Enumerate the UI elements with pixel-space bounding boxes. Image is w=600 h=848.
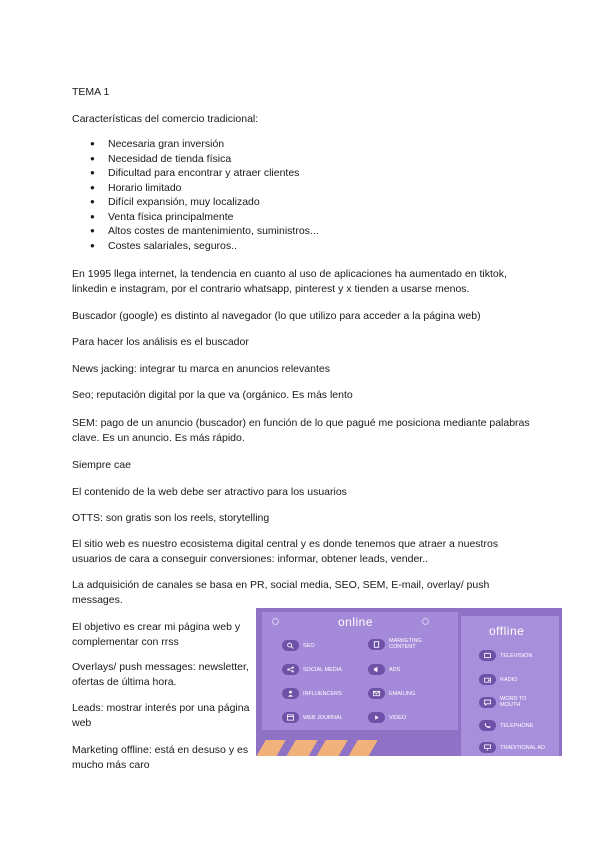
paragraph-contenido: El contenido de la web debe ser atractivo para los usuarios (72, 486, 347, 498)
decor-stripe (314, 740, 348, 756)
marketing-content-tag: MARKETING CONTENT (368, 638, 437, 650)
paragraph-internet: En 1995 llega internet, la tendencia en cuanto al uso de aplicaciones ha aumentado en tiktok, linkedin e instagram, por el contrario whatsapp, pinterest y x tienden a usarse menos. (72, 268, 507, 295)
heading: TEMA 1 (72, 86, 110, 98)
online-title: online (338, 615, 374, 629)
paragraph-objetivo: El objetivo es crear mi página web y complementar con rrss (72, 621, 241, 648)
phone-icon (479, 720, 496, 731)
paragraph-otts: OTTS: son gratis son los reels, storytelling (72, 512, 270, 524)
web-journal-tag: WEB JOURNAL (282, 712, 343, 723)
play-icon (368, 712, 385, 723)
megaphone-icon (368, 664, 385, 675)
tv-icon (479, 650, 496, 661)
decor-dot (422, 618, 429, 625)
envelope-icon (368, 688, 385, 699)
search-icon (282, 640, 299, 651)
list-item: ● Necesaria gran inversión (90, 137, 319, 152)
paragraph-sitio: El sitio web es nuestro ecosistema digital central y es donde tenemos que atraer a nuestros usuarios de cara a conseguir conversiones: informar, obtener leads, vender.. (72, 538, 499, 565)
paragraph-overlays: Overlays/ push messages: newsletter, ofertas de última hora. (72, 661, 249, 688)
list-item: ● Horario limitado (90, 181, 319, 196)
seo-tag: SEO (282, 640, 315, 651)
billboard-icon (479, 742, 496, 753)
paragraph-seo: Seo; reputación digital por la que va (orgánico. Es más lento (72, 389, 353, 401)
decor-stripe (256, 740, 286, 756)
traditional-ad-tag: TRADITIONAL AD (479, 742, 545, 753)
offline-panel (461, 616, 559, 756)
paragraph-leads: Leads: mostrar interés por una página web (72, 702, 250, 729)
paragraph-adquisicion: La adquisición de canales se basa en PR, social media, SEO, SEM, E-mail, overlay/ push messages. (72, 579, 490, 606)
browser-icon (282, 712, 299, 723)
social-media-tag: SOCIAL MEDIA (282, 664, 342, 675)
word-to-mouth-tag: WORD TO MOUTH (479, 696, 548, 708)
list-item: ● Venta física principalmente (90, 210, 319, 225)
decor-stripe (284, 740, 318, 756)
video-tag: VIDEO (368, 712, 406, 723)
paragraph-sem: SEM: pago de un anuncio (buscador) en función de lo que pagué me posiciona mediante palabras clave. Es un anuncio. Es más rápido. (72, 417, 530, 444)
radio-icon (479, 674, 496, 685)
paragraph-newsjacking: News jacking: integrar tu marca en anuncios relevantes (72, 363, 330, 375)
list-item: ● Difícil expansión, muy localizado (90, 195, 319, 210)
online-offline-illustration (256, 608, 562, 756)
influencers-tag: INFLUENCERS (282, 688, 342, 699)
document-icon (368, 639, 385, 650)
list-item: ● Altos costes de mantenimiento, suministros... (90, 224, 319, 239)
emailing-tag: EMAILING (368, 688, 415, 699)
television-tag: TELEVISION (479, 650, 532, 661)
decor-dot (272, 618, 279, 625)
share-icon (282, 664, 299, 675)
offline-title: offline (489, 624, 525, 638)
intro-text: Características del comercio tradicional: (72, 113, 259, 125)
telephone-tag: TELEPHONE (479, 720, 533, 731)
paragraph-buscador: Buscador (google) es distinto al navegador (lo que utilizo para acceder a la página web) (72, 310, 481, 322)
person-icon (282, 688, 299, 699)
ads-tag: ADS (368, 664, 400, 675)
list-item: ● Necesidad de tienda física (90, 152, 319, 167)
paragraph-analisis: Para hacer los análisis es el buscador (72, 336, 249, 348)
list-item: ● Costes salariales, seguros.. (90, 239, 319, 254)
radio-tag: RADIO (479, 674, 517, 685)
decor-stripe (346, 740, 378, 756)
online-panel (262, 612, 458, 730)
paragraph-siempre: Siempre cae (72, 459, 131, 471)
paragraph-offline: Marketing offline: está en desuso y es mucho más caro (72, 744, 249, 771)
list-item: ● Dificultad para encontrar y atraer clientes (90, 166, 319, 181)
characteristics-list (90, 137, 319, 253)
speech-bubble-icon (479, 697, 496, 708)
